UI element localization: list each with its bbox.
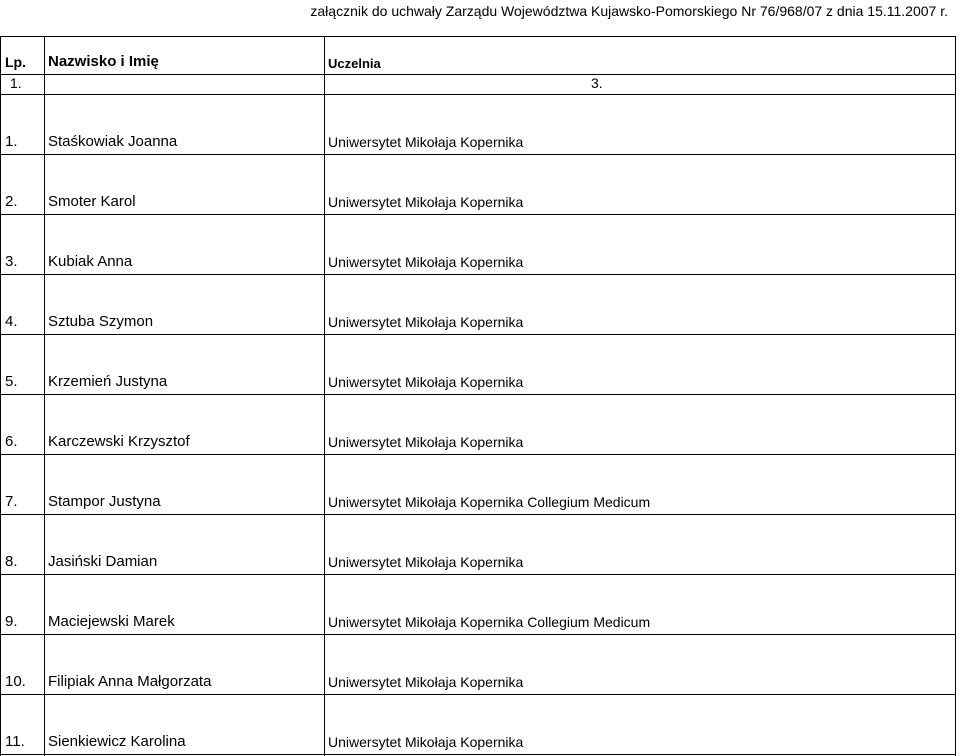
row-number: 4.	[5, 313, 18, 330]
row-university: Uniwersytet Mikołaja Kopernika	[328, 554, 524, 570]
row-number: 9.	[5, 613, 18, 630]
row-name: Filipiak Anna Małgorzata	[48, 673, 212, 690]
row-name: Staśkowiak Joanna	[48, 133, 178, 150]
row-name: Kubiak Anna	[48, 253, 133, 270]
row-number: 8.	[5, 553, 18, 570]
row-name: Stampor Justyna	[48, 493, 161, 510]
row-university: Uniwersytet Mikołaja Kopernika Collegium Medicum	[328, 494, 651, 510]
row-name: Sztuba Szymon	[48, 313, 154, 330]
document-header-note: załącznik do uchwały Zarządu Województwa Kujawsko-Pomorskiego Nr 76/968/07 z dnia 15.11.2007 r.	[310, 3, 948, 19]
grid-line	[0, 214, 956, 215]
grid-line	[0, 274, 956, 275]
row-university: Uniwersytet Mikołaja Kopernika	[328, 434, 524, 450]
column-header-name: Nazwisko i Imię	[48, 53, 159, 70]
row-university: Uniwersytet Mikołaja Kopernika	[328, 134, 524, 150]
row-university: Uniwersytet Mikołaja Kopernika	[328, 194, 524, 210]
grid-line	[0, 74, 956, 75]
grid-line	[0, 694, 956, 695]
grid-line	[0, 334, 956, 335]
row-name: Maciejewski Marek	[48, 613, 175, 630]
grid-line	[0, 36, 1, 756]
grid-line	[955, 36, 956, 756]
row-university: Uniwersytet Mikołaja Kopernika	[328, 674, 524, 690]
column-header-university: Uczelnia	[328, 56, 381, 71]
grid-line	[0, 94, 956, 95]
row-number: 5.	[5, 373, 18, 390]
row-number: 7.	[5, 493, 18, 510]
row-university: Uniwersytet Mikołaja Kopernika	[328, 374, 524, 390]
row-number: 6.	[5, 433, 18, 450]
row-university: Uniwersytet Mikołaja Kopernika	[328, 734, 524, 750]
row-name: Jasiński Damian	[48, 553, 158, 570]
grid-line	[0, 574, 956, 575]
column-number-3: 3.	[591, 75, 603, 91]
grid-line	[0, 634, 956, 635]
grid-line	[0, 454, 956, 455]
row-university: Uniwersytet Mikołaja Kopernika Collegium Medicum	[328, 614, 651, 630]
grid-line	[0, 154, 956, 155]
row-number: 10.	[5, 673, 26, 690]
row-name: Sienkiewicz Karolina	[48, 733, 186, 750]
row-name: Smoter Karol	[48, 193, 136, 210]
row-name: Krzemień Justyna	[48, 373, 168, 390]
row-number: 1.	[5, 133, 18, 150]
grid-line	[324, 36, 325, 756]
grid-line	[0, 394, 956, 395]
grid-line	[44, 36, 45, 756]
row-university: Uniwersytet Mikołaja Kopernika	[328, 254, 524, 270]
row-number: 3.	[5, 253, 18, 270]
grid-line	[0, 514, 956, 515]
grid-line	[0, 36, 956, 37]
row-number: 11.	[5, 733, 25, 750]
column-header-lp: Lp.	[5, 54, 26, 70]
grid-line	[0, 754, 956, 755]
row-university: Uniwersytet Mikołaja Kopernika	[328, 314, 524, 330]
column-number-1: 1.	[10, 75, 22, 91]
row-name: Karczewski Krzysztof	[48, 433, 190, 450]
row-number: 2.	[5, 193, 18, 210]
